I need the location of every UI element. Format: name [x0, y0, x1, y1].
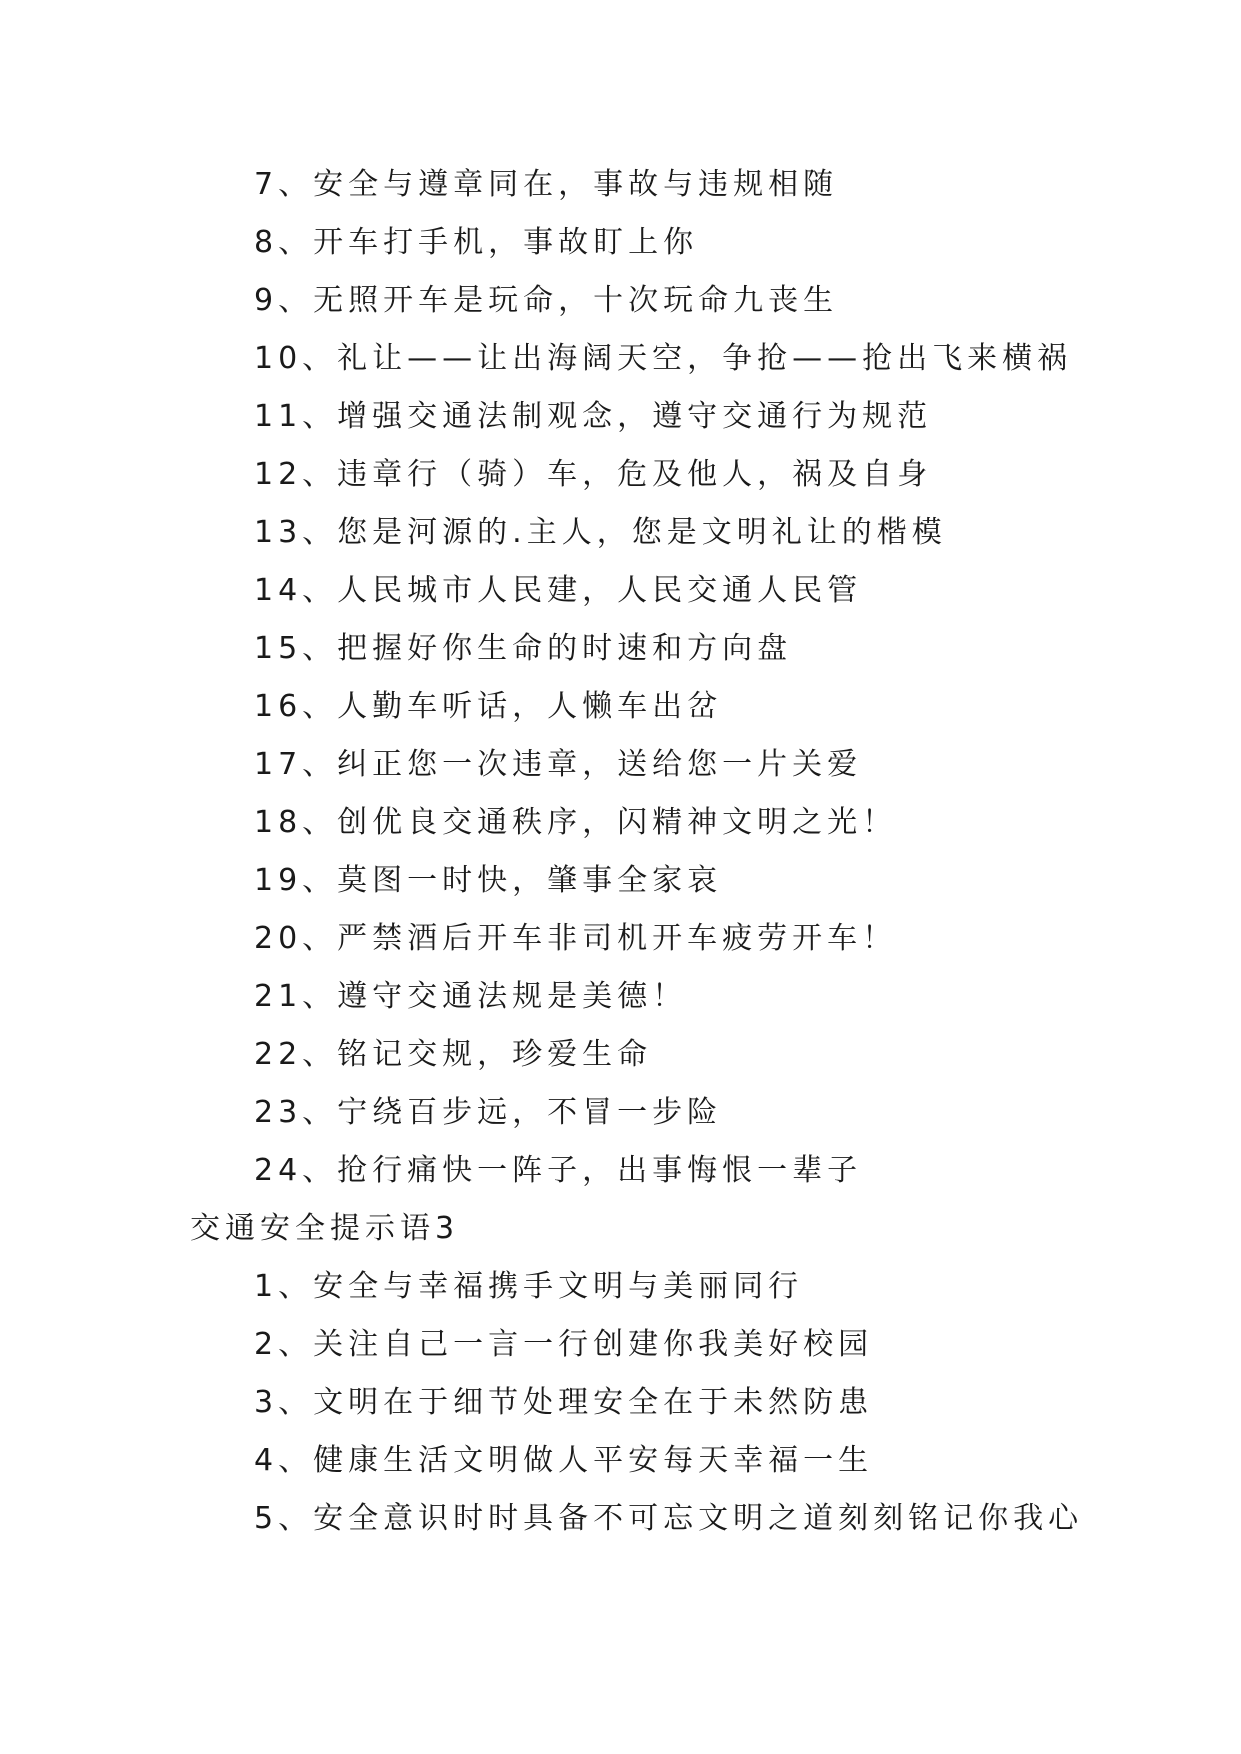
list-item: 19、莫图一时快，肇事全家哀 [254, 863, 723, 898]
slogan-list [190, 1258, 1084, 1548]
list-item: 1、安全与幸福携手文明与美丽同行 [254, 1269, 804, 1304]
list-item: 14、人民城市人民建，人民交通人民管 [254, 573, 863, 608]
list-item: 8、开车打手机，事故盯上你 [254, 225, 699, 260]
list-item: 12、违章行（骑）车，危及他人，祸及自身 [254, 457, 933, 492]
list-item: 15、把握好你生命的时速和方向盘 [254, 631, 793, 666]
list-item: 17、纠正您一次违章，送给您一片关爱 [254, 747, 863, 782]
list-item: 3、文明在于细节处理安全在于未然防患 [254, 1385, 874, 1420]
list-item: 11、增强交通法制观念，遵守交通行为规范 [254, 399, 933, 434]
list-item: 16、人勤车听话，人懒车出岔 [254, 689, 723, 724]
document-body [190, 156, 1084, 1548]
list-item: 13、您是河源的.主人，您是文明礼让的楷模 [254, 515, 947, 550]
list-item: 18、创优良交通秩序，闪精神文明之光！ [254, 805, 898, 840]
list-item: 21、遵守交通法规是美德！ [254, 979, 688, 1014]
list-item: 4、健康生活文明做人平安每天幸福一生 [254, 1443, 874, 1478]
list-item: 24、抢行痛快一阵子，出事悔恨一辈子 [254, 1153, 863, 1188]
list-item: 7、安全与遵章同在，事故与违规相随 [254, 167, 839, 202]
list-item: 23、宁绕百步远，不冒一步险 [254, 1095, 723, 1130]
list-item: 9、无照开车是玩命，十次玩命九丧生 [254, 283, 839, 318]
list-item: 5、安全意识时时具备不可忘文明之道刻刻铭记你我心 [254, 1501, 1084, 1536]
section-heading: 交通安全提示语3 [190, 1211, 460, 1246]
list-item: 22、铭记交规，珍爱生命 [254, 1037, 653, 1072]
list-item: 2、关注自己一言一行创建你我美好校园 [254, 1327, 874, 1362]
list-item: 10、礼让——让出海阔天空，争抢——抢出飞来横祸 [254, 341, 1073, 376]
slogan-list-continued [190, 156, 1073, 1200]
list-item: 20、严禁酒后开车非司机开车疲劳开车！ [254, 921, 898, 956]
